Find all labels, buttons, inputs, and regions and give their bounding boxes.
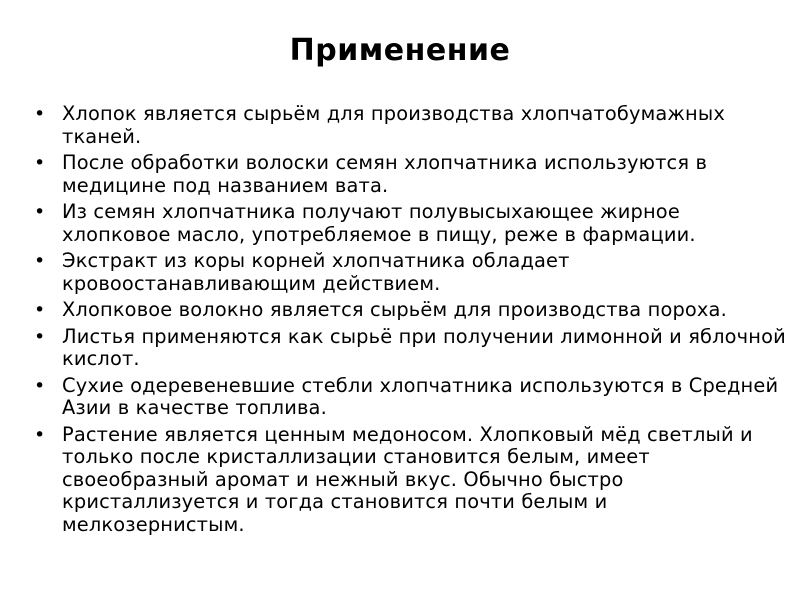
bullet-list xyxy=(34,103,794,540)
bullet-icon: • xyxy=(34,152,46,174)
bullet-icon: • xyxy=(34,250,46,272)
bullet-text: Растение является ценным медоносом. Хлопковый мёд светлый и только после кристаллизации становится белым, имеет своеобразный аромат и нежный вкус. Обычно быстро кристаллизуется и тогда становится почти белым и мелкозернистым. xyxy=(62,422,753,536)
bullet-text: Сухие одеревеневшие стебли хлопчатника используются в Средней Азии в качестве топлива. xyxy=(62,373,779,419)
bullet-text: Экстракт из коры корней хлопчатника обладает кровоостанавливающим действием. xyxy=(62,249,570,295)
bullet-item xyxy=(34,152,794,197)
bullet-icon: • xyxy=(34,423,46,446)
bullet-item xyxy=(34,201,794,246)
bullet-text: Листья применяются как сырьё при получении лимонной и яблочной кислот. xyxy=(62,324,786,370)
bullet-text: Хлопковое волокно является сырьём для производства пороха. xyxy=(62,298,727,321)
bullet-item xyxy=(34,250,794,295)
bullet-icon: • xyxy=(34,201,46,223)
bullet-icon: • xyxy=(34,299,46,321)
bullet-item xyxy=(34,103,794,148)
bullet-text: Хлопок является сырьём для производства хлопчатобумажных тканей. xyxy=(62,102,725,148)
bullet-text: После обработки волоски семян хлопчатника используются в медицине под названием вата. xyxy=(62,151,708,197)
bullet-icon: • xyxy=(34,325,46,348)
bullet-item xyxy=(34,326,794,371)
bullet-text: Из семян хлопчатника получают полувысыхающее жирное хлопковое масло, употребляемое в пищу, реже в фармации. xyxy=(62,200,696,246)
bullet-icon: • xyxy=(34,103,46,125)
slide-title: Применение xyxy=(289,33,511,68)
bullet-icon: • xyxy=(34,374,46,397)
bullet-item xyxy=(34,299,794,322)
bullet-item xyxy=(34,424,794,537)
bullet-item xyxy=(34,375,794,420)
